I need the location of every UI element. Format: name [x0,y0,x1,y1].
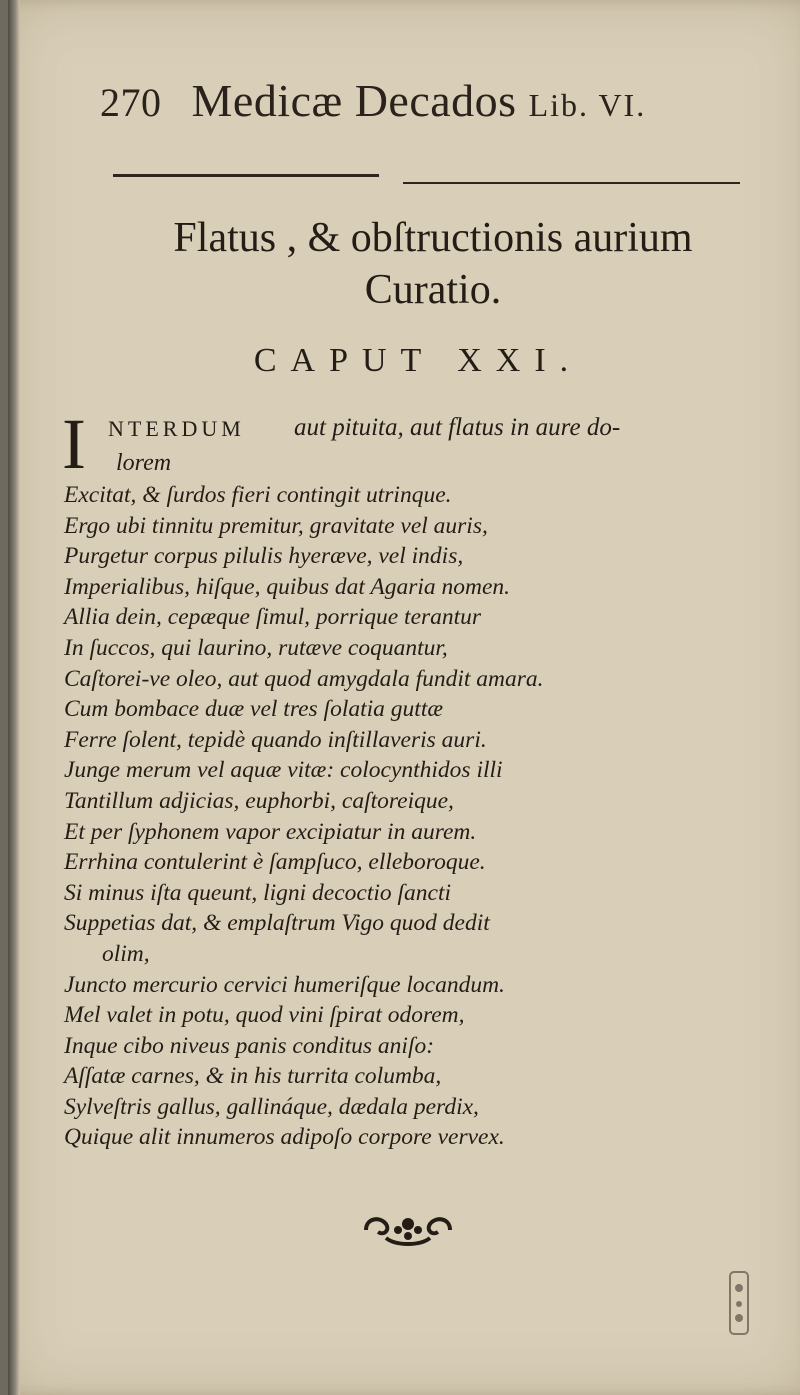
verse-line: Caſtorei-ve oleo, aut quod amygdala fundit amara. [64,665,544,692]
verse-line: Allia dein, cepæque ſimul, porrique terantur [64,604,482,631]
section-title-line2: Curatio. [364,267,502,313]
verse-line: Imperialibus, hiſque, quibus dat Agaria nomen. [64,573,511,600]
running-head-book: Lib. VI. [528,87,647,123]
verse-line: Cum bombace duæ vel tres ſolatia guttæ [64,696,444,723]
library-stamp-icon [726,1268,752,1338]
verse-line: Excitat, & ſurdos fieri contingit utrinque. [64,482,452,508]
drop-cap: I [62,404,86,484]
opening-line: aut pituita, aut flatus in aure do- [294,414,621,441]
verse-line: In ſuccos, qui laurino, rutæve coquantur, [64,634,448,661]
chapter-heading: CAPUT XXI. [253,342,583,379]
verse-block [64,480,764,1153]
verse-line: Errhina contulerint è ſampſuco, elleboroque. [64,849,486,876]
verse-line: Ferre ſolent, tepidè quando inſtillaveris auri. [64,726,487,753]
verse-line: Quique alit innumeros adipoſo corpore vervex. [64,1124,505,1151]
verse-line-continuation: olim, [102,940,150,967]
book-page [8,0,800,1395]
running-head-title: Medicæ Decados [191,75,517,126]
opening-continuation: lorem [116,450,172,476]
verse-line: Mel valet in potu, quod vini ſpirat odorem, [64,1002,465,1029]
printers-ornament-icon [360,1210,456,1250]
verse-line: Sylveſtris gallus, gallináque, dædala perdix, [64,1093,479,1120]
section-title-line1: Flatus , & obſtructionis aurium [173,215,693,261]
verse-line: Si minus iſta queunt, ligni decoctio ſancti [64,879,452,906]
opening-smallcaps: NTERDUM [108,416,245,441]
section-title [118,212,748,316]
verse-line: Juncto mercurio cervici humeriſque locandum. [64,971,505,998]
running-head [100,74,700,127]
head-rule-right [403,182,740,184]
verse-line: Inque cibo niveus panis conditus aniſo: [64,1032,435,1059]
page-number: 270 [100,80,162,125]
page-gutter-shadow [8,0,20,1395]
verse-line: Tantillum adjicias, euphorbi, caſtoreique, [64,787,454,814]
verse-line: Ergo ubi tinnitu premitur, gravitate vel auris, [64,512,488,539]
verse-line: Suppetias dat, & emplaſtrum Vigo quod dedit [64,910,490,937]
verse-line: Junge merum vel aquæ vitæ: colocynthidos illi [64,757,503,784]
verse-line: Aſſatæ carnes, & in his turrita columba, [64,1063,442,1090]
verse-line: Et per ſyphonem vapor excipiatur in aurem. [64,818,477,845]
verse-line: Purgetur corpus pilulis hyeræve, vel indis, [64,543,464,570]
head-rule-left [113,174,379,177]
